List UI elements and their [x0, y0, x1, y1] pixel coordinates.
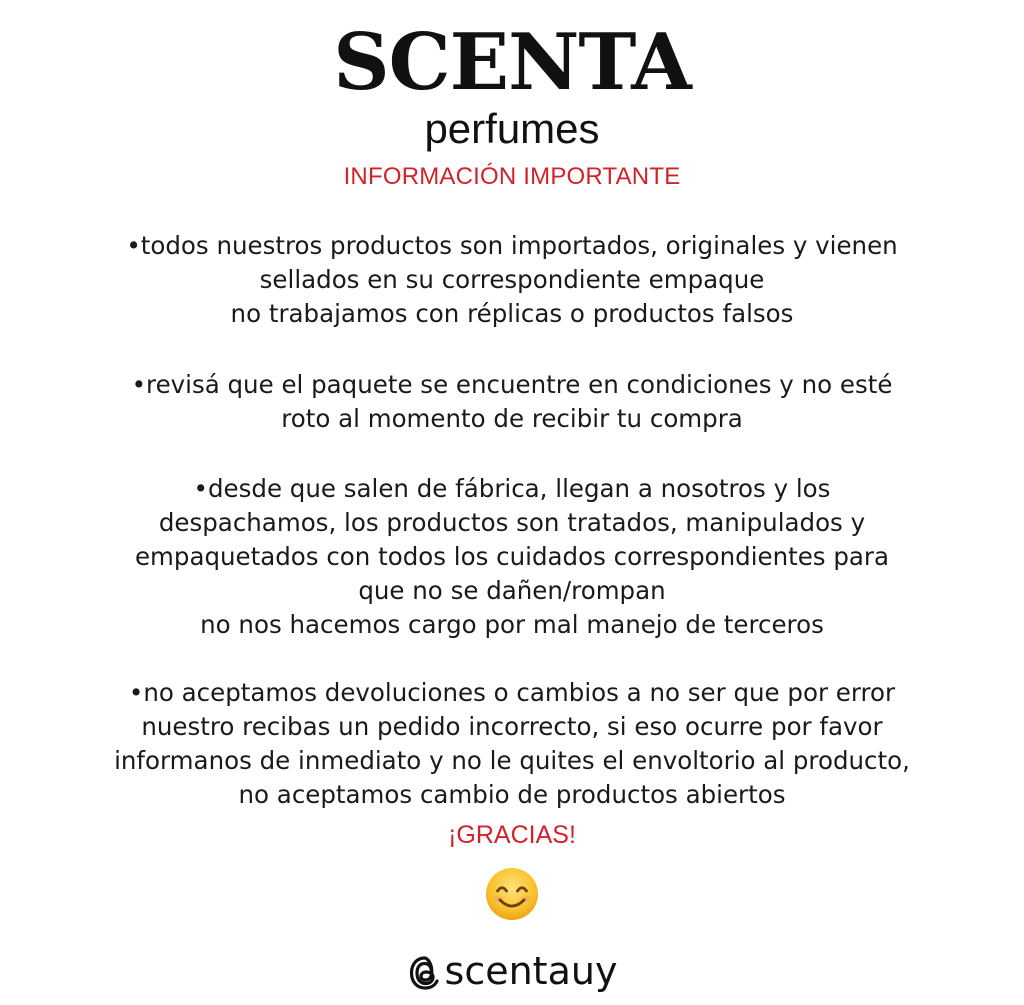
notice-line: que no se dañen/rompan — [358, 576, 666, 605]
notice-line: sellados en su correspondiente empaque — [259, 265, 765, 294]
notice-line: •desde que salen de fábrica, llegan a nosotros y los — [193, 474, 831, 503]
notice-check-package — [60, 368, 964, 436]
notice-line: despachamos, los productos son tratados, manipulados y — [158, 508, 866, 537]
notice-returns-policy — [60, 676, 964, 812]
brand-subtitle: perfumes — [424, 105, 600, 152]
thanks-text: ¡GRACIAS! — [448, 821, 576, 849]
notice-line: •no aceptamos devoluciones o cambios a no ser que por error — [128, 678, 896, 707]
notice-line: •todos nuestros productos son importados, originales y vienen — [126, 231, 898, 260]
notice-handling — [60, 472, 964, 642]
notice-line: •revisá que el paquete se encuentre en condiciones y no esté — [131, 370, 893, 399]
notice-original-products — [60, 229, 964, 331]
brand-logo: SCENTA — [333, 17, 691, 108]
notice-line: no trabajamos con réplicas o productos falsos — [230, 299, 794, 328]
notice-line: no nos hacemos cargo por mal manejo de terceros — [200, 610, 824, 639]
smiling-face-emoji-icon — [485, 867, 539, 921]
notice-line: empaquetados con todos los cuidados correspondientes para — [134, 542, 890, 571]
notice-line: roto al momento de recibir tu compra — [281, 404, 743, 433]
notice-line: nuestro recibas un pedido incorrecto, si eso ocurre por favor — [141, 712, 883, 741]
social-handle-text: scentauy — [444, 949, 618, 993]
threads-icon — [407, 954, 443, 992]
notice-line: no aceptamos cambio de productos abiertos — [238, 780, 786, 809]
info-heading: INFORMACIÓN IMPORTANTE — [343, 163, 681, 190]
notice-line: informanos de inmediato y no le quites el envoltorio al producto, — [114, 746, 910, 775]
social-handle[interactable] — [0, 944, 1024, 998]
